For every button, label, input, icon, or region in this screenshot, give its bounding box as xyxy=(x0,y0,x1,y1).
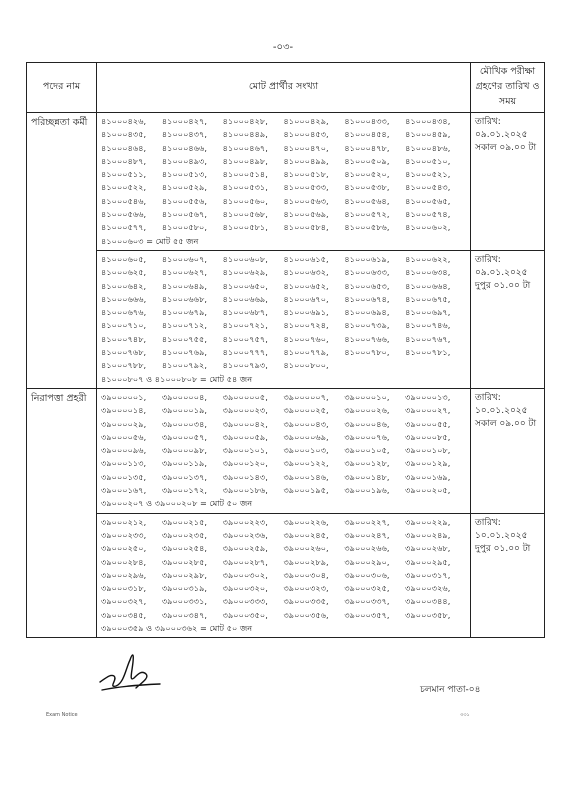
roll-number: ৪১০০০৫১৩, xyxy=(161,169,207,180)
roll-number: ৪১০০০৬৭৪, xyxy=(344,293,390,304)
candidate-numbers-cell xyxy=(97,250,471,388)
roll-number: ৩৯০০০৩৪৫, xyxy=(101,609,147,620)
roll-number: ৪১০০০৪২৬, xyxy=(101,116,147,126)
roll-number: ৪১০০০৬৫২, xyxy=(283,280,329,291)
roll-number: ৩৯০০০০৩৪, xyxy=(161,418,207,429)
roll-number: ৩৯০০০২৩৩, xyxy=(101,529,147,540)
roll-number: ৪১০০০৬৮৭, xyxy=(222,307,268,318)
roll-number: ৪১০০০৬৬৬, xyxy=(101,293,147,304)
roll-number: ৩৯০০০৩০৪, xyxy=(283,569,329,580)
roll-number: ৩৯০০০৩৩৫, xyxy=(283,596,329,607)
roll-number: ৩৯০০০৩০২, xyxy=(222,569,268,580)
roll-number: ৩৯০০০৩১৯, xyxy=(161,583,207,594)
roll-number: ৩৯০০০০৯৬, xyxy=(101,445,147,456)
roll-number: ৩৯০০০০৫৭, xyxy=(161,431,207,442)
roll-number: ৩৯০০০১২৯, xyxy=(405,458,451,469)
roll-number: ৪১০০০৫৬৮, xyxy=(222,209,268,220)
roll-number: ৪১০০০৬৭৬, xyxy=(101,307,147,318)
roll-number: ৪১০০০৭৪৬, xyxy=(405,320,451,331)
roll-number: ৩৯০০০৩৫৬, xyxy=(283,609,329,620)
exam-time: দুপুর ০১.০০ টা xyxy=(475,543,531,554)
roll-number: ৪১০০০৬৫০, xyxy=(222,280,268,291)
roll-number: ৪১০০০৫৬৪, xyxy=(344,195,390,206)
roll-number: ৪১০০০৭৯২, xyxy=(161,360,207,371)
roll-number: ৪১০০০৭৮১, xyxy=(405,347,451,358)
signature xyxy=(96,648,166,696)
roll-number: ৪১০০০৪৬৭, xyxy=(222,142,268,153)
roll-number: ৩৯০০০১০৫, xyxy=(344,445,390,456)
roll-number: ৪১০০০৬২২, xyxy=(405,253,451,264)
post-name-cell: পরিচ্ছন্নতা কর্মী xyxy=(27,113,97,251)
roll-number: ৩৯০০০৩৩১, xyxy=(161,596,207,607)
roll-number: ৩৯০০০০০৪, xyxy=(161,391,207,402)
roll-number: ৩৯০০০২৫৪, xyxy=(161,543,207,554)
page-number: -০৩- xyxy=(272,42,294,53)
roll-number: ৪১০০০৭৯৩, xyxy=(222,360,268,371)
roll-number: ৩৯০০০৩২৭, xyxy=(101,596,147,607)
roll-number: ৪১০০০৫৬০, xyxy=(222,195,268,206)
roll-number: ৪১০০০৬৬৮, xyxy=(161,293,207,304)
roll-number: ৪১০০০৫১০, xyxy=(405,155,451,166)
roll-number: ৪১০০০৪৭০, xyxy=(283,142,329,153)
candidate-numbers-cell xyxy=(97,113,471,251)
roll-number: ৩৯০০০১৯৫, xyxy=(283,485,329,496)
roll-number: ৩৯০০০২২৩, xyxy=(222,516,268,527)
roll-number: ৪১০০০৪৩৪, xyxy=(405,116,451,126)
footer-right: ৩৩১ xyxy=(460,712,470,718)
roll-number: ৩৯০০০২৯০, xyxy=(344,556,390,567)
roll-number: ৩৯০০০০২৯, xyxy=(101,418,147,429)
roll-number: ৩৯০০০২৮৪, xyxy=(101,556,147,567)
roll-number: ৩৯০০০১৪৮, xyxy=(344,471,390,482)
roll-number: ৩৯০০০২৩৫, xyxy=(161,529,207,540)
roll-number: ৩৯০০০০৫৬, xyxy=(101,431,147,442)
roll-number: ৪১০০০৭৬৭, xyxy=(405,333,451,344)
roll-number: ৩৯০০০০১০, xyxy=(344,391,390,402)
roll-number: ৩৯০০০২২৯, xyxy=(405,516,451,527)
roll-number: ৪১০০০৬০৫, xyxy=(101,253,147,264)
roll-number: ৩৯০০০১০৮, xyxy=(405,445,451,456)
roll-number: ৩৯০০০০৪৬, xyxy=(344,418,390,429)
roll-number: ৪১০০০৫৬৩, xyxy=(283,195,329,206)
roll-number: ৪১০০০৫৮০, xyxy=(161,222,207,233)
roll-number: ৪১০০০৬২৭, xyxy=(161,267,207,278)
roll-number: ৪১০০০৭৭৭, xyxy=(222,347,268,358)
post-name-cell: নিরাপত্তা প্রহরী xyxy=(27,388,97,513)
candidate-numbers-cell xyxy=(97,388,471,513)
exam-date-cell xyxy=(471,250,545,388)
roll-number: ৪১০০০৬৬৪, xyxy=(405,280,451,291)
roll-number: ৪১০০০৬৪২, xyxy=(101,280,147,291)
roll-number: ৩৯০০০০৫৫, xyxy=(405,418,451,429)
roll-number: ৩৯০০০২৯৮, xyxy=(161,569,207,580)
header-date-time: মৌখিক পরীক্ষা গ্রহণের তারিখ ও সময় xyxy=(471,63,545,113)
roll-number: ৪১০০০৬২৫, xyxy=(101,267,147,278)
roll-number: ৪১০০০৪৯৯, xyxy=(283,155,329,166)
roll-number: ৪১০০০৪৯৩, xyxy=(161,155,207,166)
roll-number: ৩৯০০০০০৭, xyxy=(283,391,329,402)
roll-number: ৪১০০০৪৩৫, xyxy=(101,129,147,140)
roll-number: ৪১০০০৪৭৮, xyxy=(344,142,390,153)
roll-number: ৩৯০০০০০৫, xyxy=(222,391,268,402)
table-row xyxy=(27,250,545,388)
roll-number: ৪১০০০৭৬০, xyxy=(283,333,329,344)
roll-number: ৪১০০০৪৮৬, xyxy=(405,142,451,153)
roll-number: ৩৯০০০২৮৭, xyxy=(222,556,268,567)
roll-number: ৪১০০০৭৬৮, xyxy=(101,347,147,358)
roll-number: ৪১০০০৬১৫, xyxy=(283,253,329,264)
roll-number: ৪১০০০৫৬৫, xyxy=(405,195,451,206)
continued-page-note: চলমান পাতা-০৪ xyxy=(420,685,481,695)
table-row xyxy=(27,388,545,513)
roll-number: ৪১০০০৫৭৪, xyxy=(405,209,451,220)
roll-number: ৩৯০০০১২৮, xyxy=(344,458,390,469)
post-name-cell xyxy=(27,513,97,638)
roll-number: ৪১০০০৪২৯, xyxy=(283,116,329,126)
roll-number: ৩৯০০০০২৬, xyxy=(344,405,390,416)
total-line: ৪১০০০৮০৭ ও ৪১০০০৮০৮ = মোট ৫৪ জন xyxy=(101,373,253,384)
roll-number: ৪১০০০৭৭৯, xyxy=(283,347,329,358)
roll-number: ৩৯০০০০৯৮, xyxy=(161,445,207,456)
roll-number: ৪১০০০৫৫৬, xyxy=(161,195,207,206)
roll-number: ৪১০০০৫১৪, xyxy=(222,169,268,180)
roll-number: ৪১০০০৪২৮, xyxy=(222,116,268,126)
candidate-numbers-cell xyxy=(97,513,471,638)
roll-number: ৪১০০০৬৯১, xyxy=(283,307,329,318)
roll-number: ৪১০০০৬৩৩, xyxy=(344,267,390,278)
roll-number: ৪১০০০৫১১, xyxy=(101,169,147,180)
roll-number: ৩৯০০০২৬৮, xyxy=(405,543,451,554)
roll-number: ৩৯০০০১৪৩, xyxy=(222,471,268,482)
roll-number: ৩৯০০০০২৭, xyxy=(405,405,451,416)
roll-number: ৪১০০০৬৭৯, xyxy=(161,307,207,318)
roll-number: ৪১০০০৭৮০, xyxy=(344,347,390,358)
roll-number: ৪১০০০৬৯৪, xyxy=(344,307,390,318)
roll-number: ৪১০০০৬০৮, xyxy=(222,253,268,264)
roll-number: ৪১০০০৫২০, xyxy=(344,169,390,180)
roll-number: ৩৯০০০১২০, xyxy=(222,458,268,469)
roll-number: ৩৯০০০২৫৯, xyxy=(222,543,268,554)
header-candidates: মোট প্রার্থীর সংখ্যা xyxy=(97,63,471,113)
roll-number: ৩৯০০০২৪৭, xyxy=(344,529,390,540)
exam-date-cell xyxy=(471,513,545,638)
header-post: পদের নাম xyxy=(27,63,97,113)
roll-number: ৩৯০০০১৩৭, xyxy=(161,471,207,482)
roll-number: ৪১০০০৬৩৪, xyxy=(405,267,451,278)
roll-number: ৪১০০০৬১৯, xyxy=(344,253,390,264)
roll-number: ৪১০০০৫৬৬, xyxy=(101,209,147,220)
roll-number: ৪১০০০৬৩২, xyxy=(283,267,329,278)
roll-number: ৪১০০০৫২৯, xyxy=(161,182,207,193)
roll-number-grid xyxy=(101,253,466,373)
roll-number: ৩৯০০০১২২, xyxy=(283,458,329,469)
roll-number: ৩৯০০০২৪৯, xyxy=(405,529,451,540)
roll-number: ৩৯০০০০২৫, xyxy=(283,405,329,416)
roll-number: ৪১০০০৫৭৭, xyxy=(101,222,147,233)
roll-number: ৪১০০০৪৮৭, xyxy=(101,155,147,166)
roll-number: ৩৯০০০৩২৩, xyxy=(283,583,329,594)
roll-number: ৩৯০০০০৭৬, xyxy=(344,431,390,442)
roll-number: ৩৯০০০১০১, xyxy=(222,445,268,456)
roll-number: ৪১০০০৫৩৩, xyxy=(283,182,329,193)
roll-number: ৪১০০০৫৩১, xyxy=(222,182,268,193)
roll-number: ৩৯০০০২৩৬, xyxy=(222,529,268,540)
roll-number: ৪১০০০৫৭২, xyxy=(344,209,390,220)
roll-number: ৪১০০০৪৯৮, xyxy=(222,155,268,166)
roll-number: ৩৯০০০১৮৬, xyxy=(222,485,268,496)
roll-number: ৩৯০০০৩০৬, xyxy=(344,569,390,580)
roll-number: ৩৯০০০০৬৯, xyxy=(283,431,329,442)
roll-number: ৪১০০০৭১২, xyxy=(161,320,207,331)
roll-number: ৩৯০০০২৪৫, xyxy=(283,529,329,540)
roll-number: ৪১০০০৭৮৮, xyxy=(101,360,147,371)
roll-number: ৪১০০০৬৭৫, xyxy=(405,293,451,304)
roll-number: ৩৯০০০০১৩, xyxy=(405,391,451,402)
roll-number: ৪১০০০৫০৯, xyxy=(344,155,390,166)
exam-date: তারিখ: ০৯.০১.২০২৫ xyxy=(475,117,528,140)
exam-date-cell xyxy=(471,113,545,251)
total-line: ৪১০০০৬০৩ = মোট ৫৫ জন xyxy=(101,235,199,246)
roll-number: ৩৯০০০১০৩, xyxy=(283,445,329,456)
roll-number: ৩৯০০০০৪৩, xyxy=(283,418,329,429)
roll-number: ৪১০০০৪৪৯, xyxy=(222,129,268,140)
roll-number: ৩৯০০০১৬৯, xyxy=(405,471,451,482)
roll-number: ৪১০০০৪৩৩, xyxy=(344,116,390,126)
roll-number: ৩৯০০০২৬৬, xyxy=(344,543,390,554)
roll-number: ৪১০০০৭৪৮, xyxy=(101,333,147,344)
roll-number: ৩৯০০০০২৩, xyxy=(222,405,268,416)
roll-number: ৪১০০০৫৪৬, xyxy=(101,195,147,206)
exam-time: সকাল ০৯.০০ টা xyxy=(475,418,537,429)
roll-number: ৩৯০০০১৩৫, xyxy=(101,471,147,482)
roll-number: ৪১০০০৪৫৯, xyxy=(405,129,451,140)
roll-number: ৪১০০০৪৬৪, xyxy=(101,142,147,153)
roll-number: ৩৯০০০০৪২, xyxy=(222,418,268,429)
total-line: ৩৯০০০২০৭ ও ৩৯০০০২০৮ = মোট ৫০ জন xyxy=(101,498,253,509)
roll-table xyxy=(26,62,545,638)
roll-number: ৩৯০০০০১৪, xyxy=(101,405,147,416)
roll-number: ৪১০০০৫৩৮, xyxy=(344,182,390,193)
roll-number: ৪১০০০৭৫৫, xyxy=(161,333,207,344)
roll-number: ৩৯০০০৩২৬, xyxy=(405,583,451,594)
roll-number: ৩৯০০০৩৪৭, xyxy=(161,609,207,620)
roll-number: ৪১০০০৭২৪, xyxy=(283,320,329,331)
roll-number: ৩৯০০০৩৩৭, xyxy=(344,596,390,607)
roll-number: ৩৯০০০৩৫৮, xyxy=(405,609,451,620)
roll-number: ৩৯০০০২২৭, xyxy=(344,516,390,527)
roll-number: ৩৯০০০২৮৯, xyxy=(283,556,329,567)
roll-number: ৩৯০০০৩১৭, xyxy=(405,569,451,580)
roll-number: ৩৯০০০২০৫, xyxy=(405,485,451,496)
roll-number: ৪১০০০৪৫৩, xyxy=(283,129,329,140)
roll-number-grid xyxy=(101,516,466,622)
roll-number: ৩৯০০০১৬৭, xyxy=(101,485,147,496)
roll-number: ৩৯০০০৩১৮, xyxy=(101,583,147,594)
roll-number: ৪১০০০৫৬৯, xyxy=(283,209,329,220)
roll-number: ৩৯০০০২৫০, xyxy=(101,543,147,554)
roll-number: ৪১০০০৭৫৭, xyxy=(222,333,268,344)
roll-number: ৩৯০০০১৪৬, xyxy=(283,471,329,482)
roll-number: ৪১০০০৭৬৬, xyxy=(344,333,390,344)
table-header-row xyxy=(27,63,545,113)
roll-number: ৩৯০০০০৫৯, xyxy=(222,431,268,442)
post-name-cell xyxy=(27,250,97,388)
footer-left: Exam Notice xyxy=(46,712,78,718)
roll-number: ৪১০০০৬৪৯, xyxy=(161,280,207,291)
roll-number: ৪১০০০৫৮৪, xyxy=(283,222,329,233)
roll-number: ৩৯০০০১৯৬, xyxy=(344,485,390,496)
roll-number: ৪১০০০৫১৮, xyxy=(283,169,329,180)
roll-number: ৪১০০০৬০৭, xyxy=(161,253,207,264)
roll-number: ৩৯০০০৩৫৭, xyxy=(344,609,390,620)
exam-date: তারিখ: ১০.০১.২০২৫ xyxy=(475,392,528,416)
exam-time: দুপুর ০১.০০ টা xyxy=(475,280,531,291)
roll-number: ৩৯০০০০০১, xyxy=(101,391,147,402)
roll-number: ৪১০০০৫৮৬, xyxy=(344,222,390,233)
roll-number: ৪১০০০৬৯৭, xyxy=(405,307,451,318)
roll-number: ৪১০০০৬২৯, xyxy=(222,267,268,278)
roll-number-grid xyxy=(101,115,466,235)
roll-number: ৩৯০০০২৯৫, xyxy=(405,556,451,567)
exam-date: তারিখ: ০৯.০১.২০২৫ xyxy=(475,254,528,278)
roll-number: ৪১০০০৫৮১, xyxy=(222,222,268,233)
roll-number: ৪১০০০৪৬৬, xyxy=(161,142,207,153)
roll-number: ৪১০০০৭১০, xyxy=(101,320,147,331)
roll-number: ৪১০০০৫৬৭, xyxy=(161,209,207,220)
total-line: ৩৯০০০৩৫৯ ও ৩৯০০০৩৬২ = মোট ৫০ জন xyxy=(101,622,253,633)
roll-number: ৪১০০০৮০০, xyxy=(283,360,329,371)
roll-number: ৪১০০০৭৩৯, xyxy=(344,320,390,331)
roll-number: ৩৯০০০১১৯, xyxy=(161,458,207,469)
roll-number: ৩৯০০০১৭২, xyxy=(161,485,207,496)
roll-number: ৪১০০০৬৬৯, xyxy=(222,293,268,304)
roll-number: ৩৯০০০০৮৫, xyxy=(405,431,451,442)
roll-number: ৪১০০০৪৫৪, xyxy=(344,129,390,140)
roll-number: ৩৯০০০৩২০, xyxy=(222,583,268,594)
exam-time: সকাল ০৯.০০ টা xyxy=(475,143,537,153)
roll-number: ৩৯০০০৩৫০, xyxy=(222,609,268,620)
roll-number: ৪১০০০৬৭০, xyxy=(283,293,329,304)
roll-number: ৪১০০০৭২১, xyxy=(222,320,268,331)
table-row xyxy=(27,113,545,251)
roll-number: ৩৯০০০০১৯, xyxy=(161,405,207,416)
roll-number: ৩৯০০০৩৩৩, xyxy=(222,596,268,607)
roll-number: ৩৯০০০১১৩, xyxy=(101,458,147,469)
roll-number-grid xyxy=(101,391,466,497)
exam-date-cell xyxy=(471,388,545,513)
roll-number: ৩৯০০০২২৬, xyxy=(283,516,329,527)
roll-number: ৩৯০০০২১৫, xyxy=(161,516,207,527)
roll-number: ৩৯০০০৩৪৪, xyxy=(405,596,451,607)
roll-number: ৩৯০০০৩২৫, xyxy=(344,583,390,594)
roll-number: ৪১০০০৭৬৯, xyxy=(161,347,207,358)
roll-number: ৪১০০০৫২১, xyxy=(405,169,451,180)
roll-number: ৩৯০০০২৯৬, xyxy=(101,569,147,580)
roll-number: ৩৯০০০২৬০, xyxy=(283,543,329,554)
roll-number: ৪১০০০৫৪৩, xyxy=(405,182,451,193)
exam-date: তারিখ: ১০.০১.২০২৫ xyxy=(475,517,528,541)
roll-number: ৩৯০০০২১২, xyxy=(101,516,147,527)
roll-number: ৪১০০০৫২২, xyxy=(101,182,147,193)
roll-number: ৩৯০০০২৮৫, xyxy=(161,556,207,567)
roll-number: ৪১০০০৪৩৭, xyxy=(161,129,207,140)
table-row xyxy=(27,513,545,638)
roll-number: ৪১০০০৬৫৩, xyxy=(344,280,390,291)
roll-number: ৪১০০০৪২৭, xyxy=(161,116,207,126)
roll-number: ৪১০০০৬০২, xyxy=(405,222,451,233)
